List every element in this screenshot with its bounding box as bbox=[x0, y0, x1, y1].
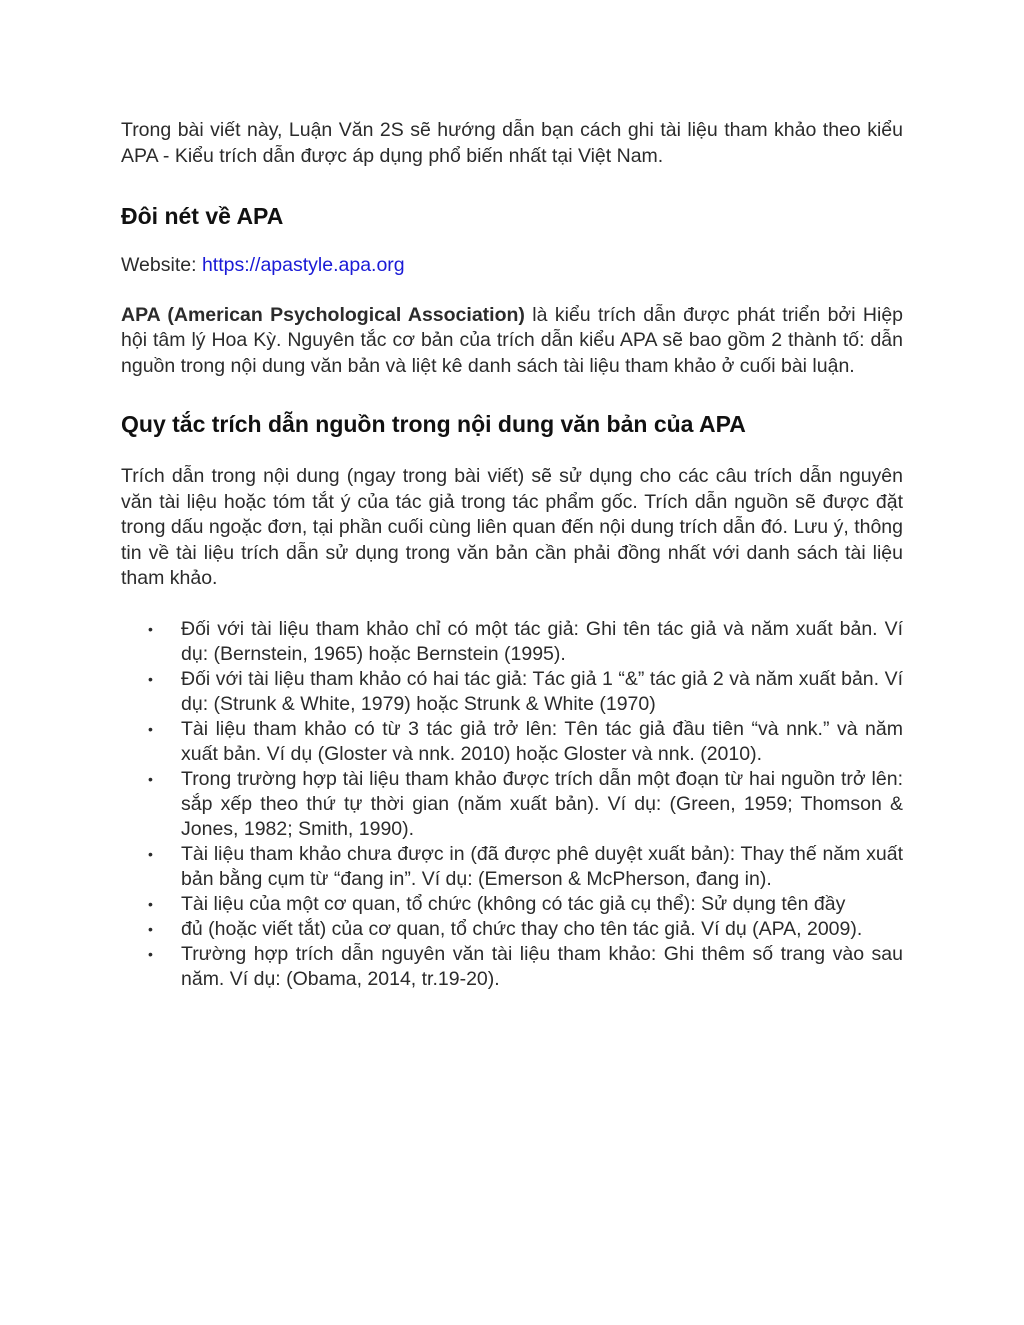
bullet-icon: • bbox=[148, 620, 153, 637]
bullet-icon: • bbox=[148, 895, 153, 912]
list-item bbox=[121, 842, 903, 892]
apa-definition-text: là kiểu trích dẫn được phát triển bởi Hiệp hội tâm lý Hoa Kỳ. Nguyên tắc cơ bản của trích dẫn kiểu APA sẽ bao gồm 2 thành tố: dẫn nguồn trong nội dung văn bản và liệt kê danh sách tài liệu tham khảo ở cuối bài luận. bbox=[121, 303, 904, 377]
list-item-text: Trong trường hợp tài liệu tham khảo được trích dẫn một đoạn từ hai nguồn trở lên: sắp xếp theo thứ tự thời gian (năm xuất bản). Ví dụ: (Green, 1959; Thomson & Jones, 1982; Smith, 1990). bbox=[181, 767, 903, 840]
website-line bbox=[121, 253, 903, 279]
list-item-text: đủ (hoặc viết tắt) của cơ quan, tổ chức thay cho tên tác giả. Ví dụ (APA, 2009). bbox=[181, 917, 863, 940]
citation-rules-paragraph: Trích dẫn trong nội dung (ngay trong bài viết) sẽ sử dụng cho các câu trích dẫn nguyên văn tài liệu hoặc tóm tắt ý của tác giả trong tác phẩm gốc. Trích dẫn nguồn sẽ được đặt trong dấu ngoặc đơn, tại phần cuối cùng liên quan đến nội dung trích dẫn đó. Lưu ý, thông tin về tài liệu trích dẫn sử dụng trong văn bản cần phải đồng nhất với danh sách tài liệu tham khảo. bbox=[121, 465, 903, 589]
list-item-text: Đối với tài liệu tham khảo chỉ có một tác giả: Ghi tên tác giả và năm xuất bản. Ví dụ: (Bernstein, 1965) hoặc Bernstein (1995). bbox=[181, 617, 903, 665]
bullet-icon: • bbox=[148, 670, 153, 687]
list-item bbox=[121, 917, 903, 942]
list-item-text: Đối với tài liệu tham khảo có hai tác giả: Tác giả 1 “&” tác giả 2 và năm xuất bản. Ví dụ: (Strunk & White, 1979) hoặc Strunk & White (1970) bbox=[181, 667, 903, 715]
document-page bbox=[121, 118, 903, 992]
bullet-icon: • bbox=[148, 770, 153, 787]
apa-definition-term: APA (American Psychological Association) bbox=[121, 303, 525, 326]
website-label: Website: bbox=[121, 254, 202, 276]
bullet-icon: • bbox=[148, 945, 153, 962]
section-heading-citation-rules: Quy tắc trích dẫn nguồn trong nội dung văn bản của APA bbox=[121, 411, 746, 437]
intro-paragraph: Trong bài viết này, Luận Văn 2S sẽ hướng dẫn bạn cách ghi tài liệu tham khảo theo kiểu APA - Kiểu trích dẫn được áp dụng phổ biến nhất tại Việt Nam. bbox=[121, 119, 903, 167]
list-item-text: Tài liệu của một cơ quan, tổ chức (không có tác giả cụ thể): Sử dụng tên đầy bbox=[181, 892, 846, 915]
list-item bbox=[121, 942, 903, 992]
list-item bbox=[121, 667, 903, 717]
list-item bbox=[121, 717, 903, 767]
bullet-icon: • bbox=[148, 845, 153, 862]
list-item bbox=[121, 617, 903, 667]
section-heading-apa-overview: Đôi nét về APA bbox=[121, 203, 284, 229]
bullet-icon: • bbox=[148, 720, 153, 737]
website-link[interactable]: https://apastyle.apa.org bbox=[201, 254, 405, 276]
list-item-text: Tài liệu tham khảo chưa được in (đã được phê duyệt xuất bản): Thay thế năm xuất bản bằng cụm từ “đang in”. Ví dụ: (Emerson & McPherson, đang in). bbox=[181, 842, 903, 890]
list-item-text: Trường hợp trích dẫn nguyên văn tài liệu tham khảo: Ghi thêm số trang vào sau năm. Ví dụ: (Obama, 2014, tr.19-20). bbox=[181, 942, 903, 990]
bullet-icon: • bbox=[148, 920, 153, 937]
list-item-text: Tài liệu tham khảo có từ 3 tác giả trở lên: Tên tác giả đầu tiên “và nnk.” và năm xuất bản. Ví dụ (Gloster và nnk. 2010) hoặc Gloster và nnk. (2010). bbox=[181, 717, 903, 765]
apa-definition-paragraph bbox=[121, 303, 903, 380]
list-item bbox=[121, 892, 903, 917]
list-item bbox=[121, 767, 903, 842]
citation-rules-list bbox=[121, 617, 903, 992]
